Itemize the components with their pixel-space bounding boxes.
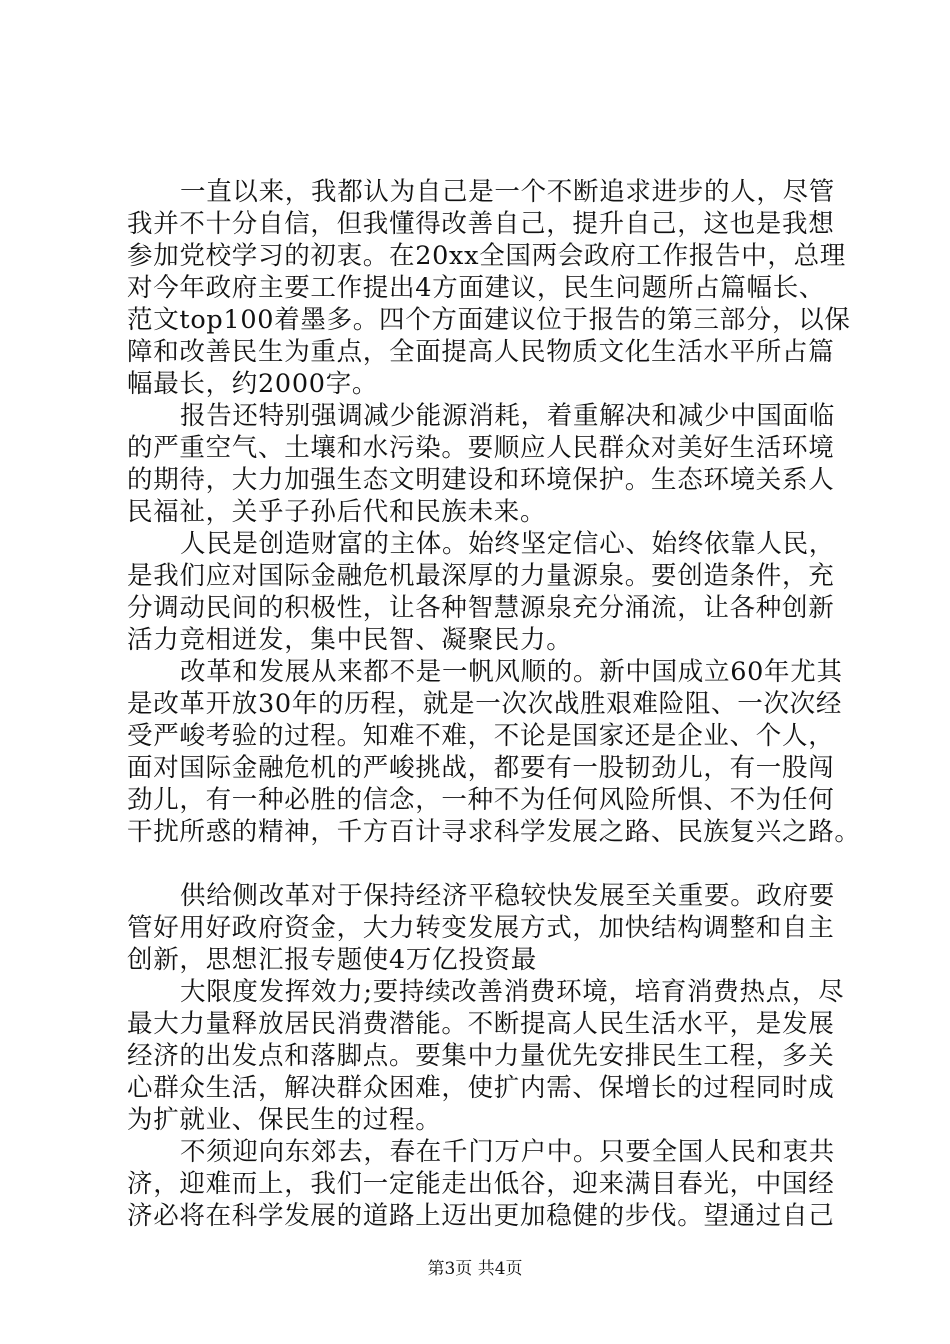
paragraph-2-line-1: 报告还特别强调减少能源消耗，着重解决和减少中国面临: [180, 401, 836, 431]
paragraph-4-line-6: 干扰所惑的精神，千方百计寻求科学发展之路、民族复兴之路。: [127, 817, 861, 847]
page-number-footer: 第3页 共4页: [427, 1259, 523, 1279]
paragraph-4-line-2: 是改革开放30年的历程，就是一次次战胜艰难险阻、一次次经: [127, 689, 843, 719]
paragraph-4-line-5: 劲儿，有一种必胜的信念，一种不为任何风险所惧、不为任何: [127, 785, 835, 815]
paragraph-2-line-4: 民福祉，关乎子孙后代和民族未来。: [127, 497, 547, 527]
paragraph-1-line-1: 一直以来，我都认为自己是一个不断追求进步的人，尽管: [180, 177, 836, 207]
paragraph-1-line-2: 我并不十分自信，但我懂得改善自己，提升自己，这也是我想: [127, 209, 835, 239]
paragraph-1-line-6: 障和改善民生为重点，全面提高人民物质文化生活水平所占篇: [127, 337, 835, 367]
paragraph-5-line-3: 创新，思想汇报专题使4万亿投资最: [127, 945, 537, 975]
paragraph-6-line-2: 最大力量释放居民消费潜能。不断提高人民生活水平，是发展: [127, 1009, 835, 1039]
paragraph-7-line-2: 济，迎难而上，我们一定能走出低谷，迎来满目春光，中国经: [127, 1169, 835, 1199]
paragraph-1-line-5: 范文top100着墨多。四个方面建议位于报告的第三部分，以保: [127, 305, 851, 335]
paragraph-6-line-1: 大限度发挥效力;要持续改善消费环境，培育消费热点，尽: [180, 977, 845, 1007]
paragraph-6-line-3: 经济的出发点和落脚点。要集中力量优先安排民生工程，多关: [127, 1041, 835, 1071]
paragraph-5-line-2: 管好用好政府资金，大力转变发展方式，加快结构调整和自主: [127, 913, 835, 943]
paragraph-1-line-4: 对今年政府主要工作提出4方面建议，民生问题所占篇幅长、: [127, 273, 826, 303]
paragraph-1-line-7: 幅最长，约2000字。: [127, 369, 379, 399]
paragraph-5-line-1: 供给侧改革对于保持经济平稳较快发展至关重要。政府要: [180, 881, 836, 911]
paragraph-7-line-3: 济必将在科学发展的道路上迈出更加稳健的步伐。望通过自己: [127, 1201, 835, 1231]
paragraph-6-line-4: 心群众生活，解决群众困难，使扩内需、保增长的过程同时成: [127, 1073, 835, 1103]
paragraph-4-line-4: 面对国际金融危机的严峻挑战，都要有一股韧劲儿，有一股闯: [127, 753, 835, 783]
paragraph-6-line-5: 为扩就业、保民生的过程。: [127, 1105, 442, 1135]
paragraph-1-line-3: 参加党校学习的初衷。在20xx全国两会政府工作报告中，总理: [127, 241, 847, 271]
paragraph-3-line-1: 人民是创造财富的主体。始终坚定信心、始终依靠人民，: [180, 529, 836, 559]
paragraph-7-line-1: 不须迎向东郊去，春在千门万户中。只要全国人民和衷共: [180, 1137, 836, 1167]
paragraph-3-line-3: 分调动民间的积极性，让各种智慧源泉充分涌流，让各种创新: [127, 593, 835, 623]
paragraph-3-line-2: 是我们应对国际金融危机最深厚的力量源泉。要创造条件，充: [127, 561, 835, 591]
paragraph-4-line-1: 改革和发展从来都不是一帆风顺的。新中国成立60年尤其: [180, 657, 843, 687]
paragraph-2-line-3: 的期待，大力加强生态文明建设和环境保护。生态环境关系人: [127, 465, 835, 495]
paragraph-4-line-3: 受严峻考验的过程。知难不难，不论是国家还是企业、个人，: [127, 721, 835, 751]
paragraph-3-line-4: 活力竞相迸发，集中民智、凝聚民力。: [127, 625, 573, 655]
paragraph-2-line-2: 的严重空气、土壤和水污染。要顺应人民群众对美好生活环境: [127, 433, 835, 463]
